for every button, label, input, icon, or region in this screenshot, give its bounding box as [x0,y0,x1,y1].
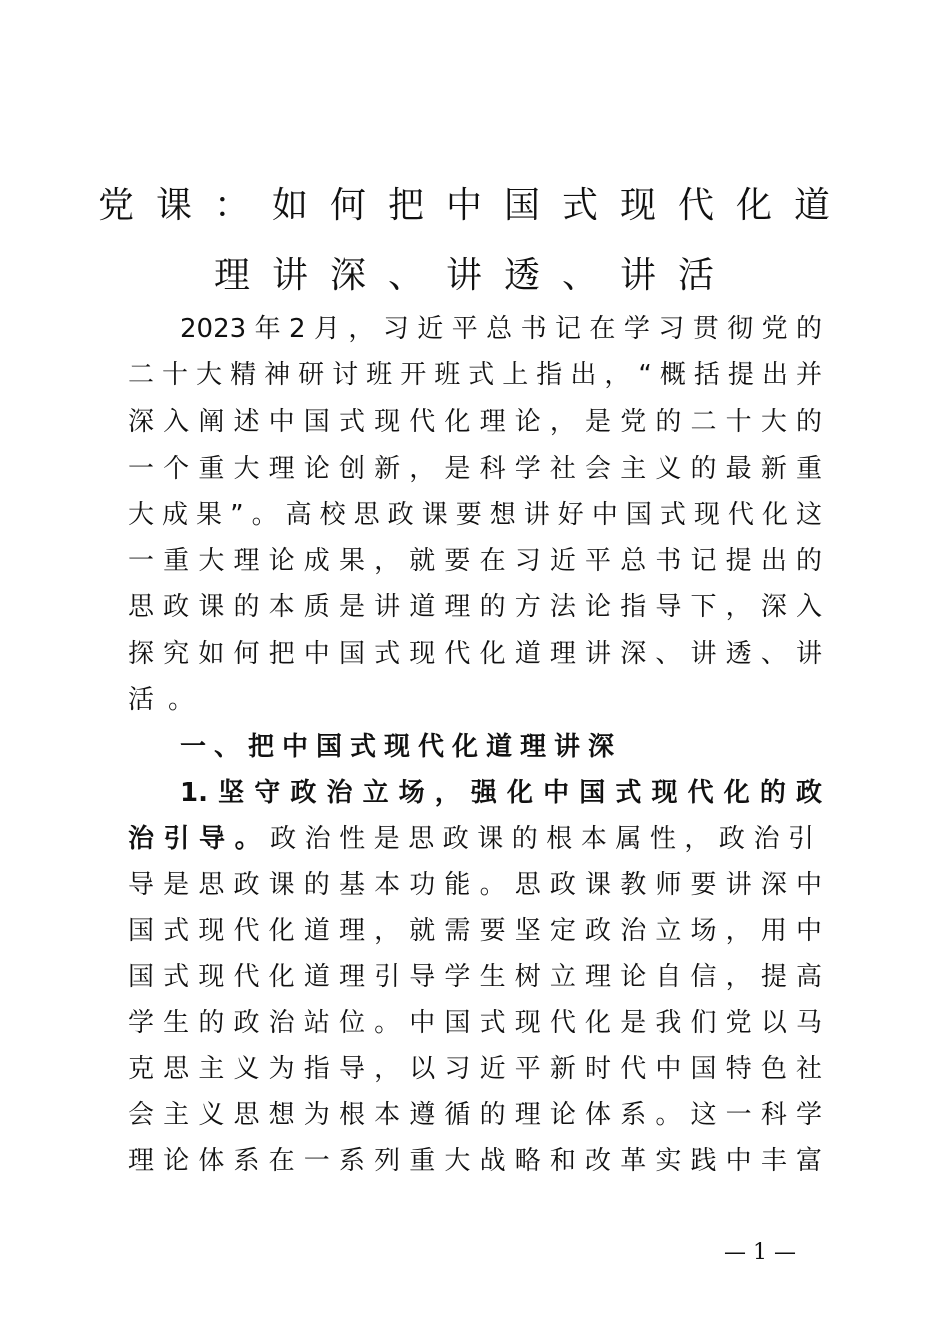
paragraph-1-line: 探究如何把中国式现代化道理讲深、讲透、讲 [128,639,822,669]
paragraph-2-bold-lead: 治引导。 [128,824,271,854]
paragraph-1-line: 一个重大理论创新，是科学社会主义的最新重 [128,454,822,484]
paragraph-2-line: 学生的政治站位。中国式现代化是我们党以马 [128,1008,822,1038]
paragraph-2-line: 国式现代化道理，就需要坚定政治立场，用中 [128,916,822,946]
document-title-line-2: 理讲深、讲透、讲活 [213,255,736,296]
paragraph-1-line: 二十大精神研讨班开班式上指出，“概括提出并 [128,360,822,390]
paragraph-2-line: 导是思政课的基本功能。思政课教师要讲深中 [128,870,822,900]
paragraph-2-line: 会主义思想为根本遵循的理论体系。这一科学 [128,1100,822,1130]
paragraph-2-line-rest: 政治性是思政课的根本属性，政治引 [270,824,822,854]
paragraph-2-line: 理论体系在一系列重大战略和改革实践中丰富 [128,1146,822,1176]
paragraph-1-line: 一重大理论成果，就要在习近平总书记提出的 [128,546,822,576]
document-title-line-1: 党课：如何把中国式现代化道 [97,185,852,226]
paragraph-2-bold-line: 1.坚守政治立场，强化中国式现代化的政 [180,778,822,808]
page-number: — 1 — [724,1240,796,1265]
paragraph-1-line: 活。 [128,685,209,715]
paragraph-1-line: 深入阐述中国式现代化理论，是党的二十大的 [128,407,822,437]
paragraph-2-line: 国式现代化道理引导学生树立理论自信，提高 [128,962,822,992]
paragraph-1-line: 2023年2月，习近平总书记在学习贯彻党的 [180,314,822,344]
paragraph-1-line: 思政课的本质是讲道理的方法论指导下，深入 [128,592,822,622]
paragraph-2-line [128,822,822,856]
section-heading: 一、把中国式现代化道理讲深 [180,732,623,762]
paragraph-2-line: 克思主义为指导，以习近平新时代中国特色社 [128,1054,822,1084]
paragraph-1-line: 大成果”。高校思政课要想讲好中国式现代化这 [128,500,822,530]
